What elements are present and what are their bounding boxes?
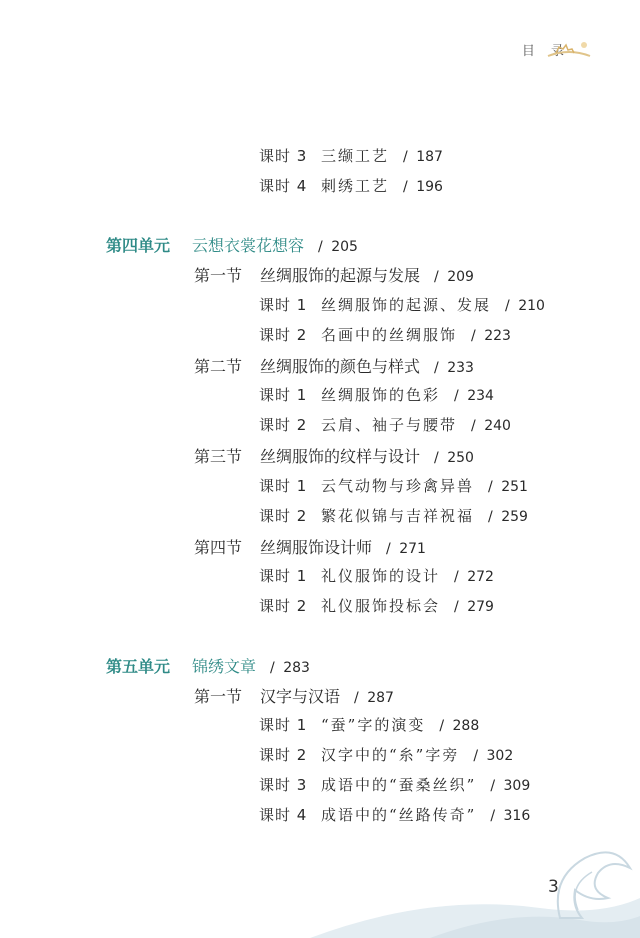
toc-lesson[interactable]: 课时 2 云肩、袖子与腰带/ 240 bbox=[259, 414, 511, 435]
toc-lesson[interactable]: 课时 2 名画中的丝绸服饰/ 223 bbox=[259, 324, 511, 345]
wave-decoration bbox=[310, 798, 640, 938]
toc-lesson[interactable]: 课时 4 成语中的“丝路传奇”/ 316 bbox=[259, 804, 530, 825]
header-title: 目 录 bbox=[521, 44, 570, 59]
toc-unit-5[interactable]: 第五单元 锦绣文章/ 283 bbox=[106, 654, 310, 677]
toc-section[interactable]: 第一节 汉字与汉语/ 287 bbox=[194, 684, 394, 707]
toc-lesson[interactable]: 课时 2 礼仪服饰投标会/ 279 bbox=[259, 595, 494, 616]
toc-section[interactable]: 第三节 丝绸服饰的纹样与设计/ 250 bbox=[194, 444, 474, 467]
toc-section[interactable]: 第四节 丝绸服饰设计师/ 271 bbox=[194, 535, 426, 558]
toc-unit-4[interactable]: 第四单元 云想衣裳花想容/ 205 bbox=[106, 233, 358, 256]
toc-lesson[interactable]: 课时 2 繁花似锦与吉祥祝福/ 259 bbox=[259, 505, 528, 526]
toc-lesson[interactable]: 课时 1 “蚕”字的演变/ 288 bbox=[259, 714, 479, 735]
toc-lesson[interactable]: 课时 4 刺绣工艺/ 196 bbox=[259, 175, 443, 196]
toc-lesson[interactable]: 课时 2 汉字中的“糸”字旁/ 302 bbox=[259, 744, 513, 765]
toc-lesson[interactable]: 课时 1 礼仪服饰的设计/ 272 bbox=[259, 565, 494, 586]
toc-lesson[interactable]: 课时 1 云气动物与珍禽异兽/ 251 bbox=[259, 475, 528, 496]
toc-lesson[interactable]: 课时 1 丝绸服饰的色彩/ 234 bbox=[259, 384, 494, 405]
toc-lesson[interactable]: 课时 3 成语中的“蚕桑丝织”/ 309 bbox=[259, 774, 530, 795]
page-number: 3 bbox=[548, 877, 559, 897]
toc-lesson[interactable]: 课时 1 丝绸服饰的起源、发展/ 210 bbox=[259, 294, 545, 315]
toc-section[interactable]: 第二节 丝绸服饰的颜色与样式/ 233 bbox=[194, 354, 474, 377]
toc-lesson[interactable]: 课时 3 三缬工艺/ 187 bbox=[259, 145, 443, 166]
toc-section[interactable]: 第一节 丝绸服饰的起源与发展/ 209 bbox=[194, 263, 474, 286]
